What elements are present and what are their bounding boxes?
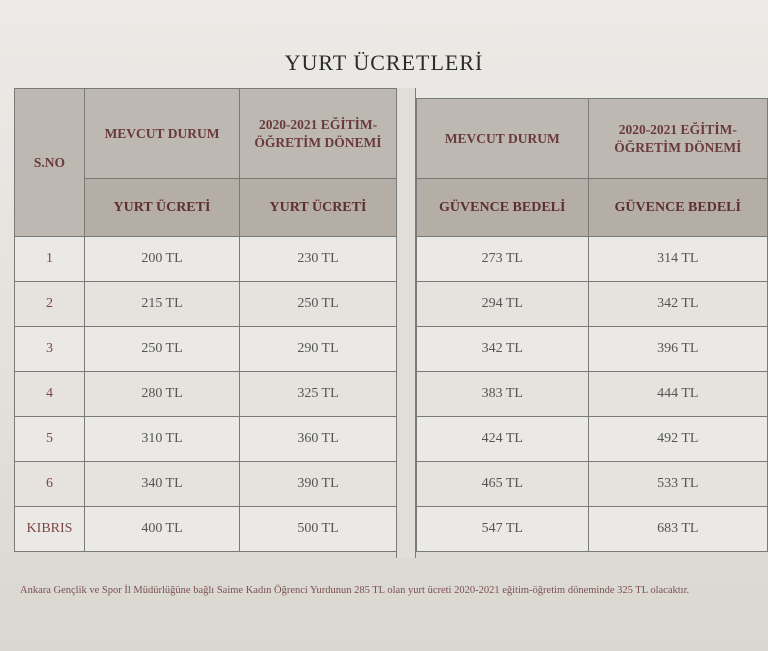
- table-divider: [396, 88, 416, 558]
- cell-yeni-guvence: 444 TL: [588, 372, 767, 417]
- cell-mevcut-guvence: 465 TL: [417, 462, 589, 507]
- cell-mevcut-guvence: 273 TL: [417, 237, 589, 282]
- cell-sno: 2: [15, 282, 85, 327]
- cell-mevcut-yurt: 200 TL: [85, 237, 240, 282]
- cell-yeni-yurt: 290 TL: [240, 327, 397, 372]
- cell-yeni-yurt: 250 TL: [240, 282, 397, 327]
- header-sno: S.NO: [15, 89, 85, 237]
- cell-yeni-yurt: 325 TL: [240, 372, 397, 417]
- cell-yeni-guvence: 396 TL: [588, 327, 767, 372]
- cell-mevcut-guvence: 294 TL: [417, 282, 589, 327]
- header-guvence-mevcut: GÜVENCE BEDELİ: [417, 179, 589, 237]
- table-row: [15, 327, 397, 372]
- cell-yeni-yurt: 500 TL: [240, 507, 397, 552]
- table-row: [417, 327, 768, 372]
- cell-mevcut-yurt: 400 TL: [85, 507, 240, 552]
- table-row: [417, 372, 768, 417]
- cell-sno: 1: [15, 237, 85, 282]
- cell-yeni-yurt: 230 TL: [240, 237, 397, 282]
- guvence-bedeli-table: [416, 98, 768, 552]
- table-row: [417, 417, 768, 462]
- cell-mevcut-guvence: 342 TL: [417, 327, 589, 372]
- footnote: Ankara Gençlik ve Spor İl Müdürlüğüne bağlı Saime Kadın Öğrenci Yurdunun 285 TL olan yurt ücreti 2020-2021 eğitim-öğretim döneminde 325 TL olacaktır.: [20, 585, 690, 596]
- cell-mevcut-yurt: 250 TL: [85, 327, 240, 372]
- cell-mevcut-guvence: 547 TL: [417, 507, 589, 552]
- header-donem: 2020-2021 EĞİTİM-ÖĞRETİM DÖNEMİ: [240, 89, 397, 179]
- cell-yeni-guvence: 492 TL: [588, 417, 767, 462]
- cell-sno: 3: [15, 327, 85, 372]
- header-mevcut-durum-guvence: MEVCUT DURUM: [417, 99, 589, 179]
- cell-yeni-guvence: 533 TL: [588, 462, 767, 507]
- header-mevcut-durum: MEVCUT DURUM: [85, 89, 240, 179]
- cell-yeni-guvence: 683 TL: [588, 507, 767, 552]
- table-row: [417, 462, 768, 507]
- cell-yeni-yurt: 360 TL: [240, 417, 397, 462]
- cell-yeni-yurt: 390 TL: [240, 462, 397, 507]
- cell-mevcut-yurt: 310 TL: [85, 417, 240, 462]
- table-row: [15, 462, 397, 507]
- cell-mevcut-yurt: 340 TL: [85, 462, 240, 507]
- yurt-ucreti-table: [14, 88, 397, 552]
- table-row: [417, 282, 768, 327]
- header-yurt-ucreti-donem: YURT ÜCRETİ: [240, 179, 397, 237]
- table-row: [15, 417, 397, 462]
- table-row: [417, 237, 768, 282]
- cell-sno: KIBRIS: [15, 507, 85, 552]
- cell-sno: 6: [15, 462, 85, 507]
- table-row: [15, 507, 397, 552]
- cell-mevcut-yurt: 215 TL: [85, 282, 240, 327]
- cell-sno: 4: [15, 372, 85, 417]
- table-row: [417, 507, 768, 552]
- cell-mevcut-guvence: 424 TL: [417, 417, 589, 462]
- header-guvence-donem: GÜVENCE BEDELİ: [588, 179, 767, 237]
- page-title: YURT ÜCRETLERİ: [284, 50, 484, 75]
- table-row: [15, 237, 397, 282]
- cell-sno: 5: [15, 417, 85, 462]
- table-row: [15, 372, 397, 417]
- table-row: [15, 282, 397, 327]
- header-donem-guvence: 2020-2021 EĞİTİM-ÖĞRETİM DÖNEMİ: [588, 99, 767, 179]
- cell-yeni-guvence: 314 TL: [588, 237, 767, 282]
- header-yurt-ucreti-mevcut: YURT ÜCRETİ: [85, 179, 240, 237]
- cell-yeni-guvence: 342 TL: [588, 282, 767, 327]
- cell-mevcut-yurt: 280 TL: [85, 372, 240, 417]
- cell-mevcut-guvence: 383 TL: [417, 372, 589, 417]
